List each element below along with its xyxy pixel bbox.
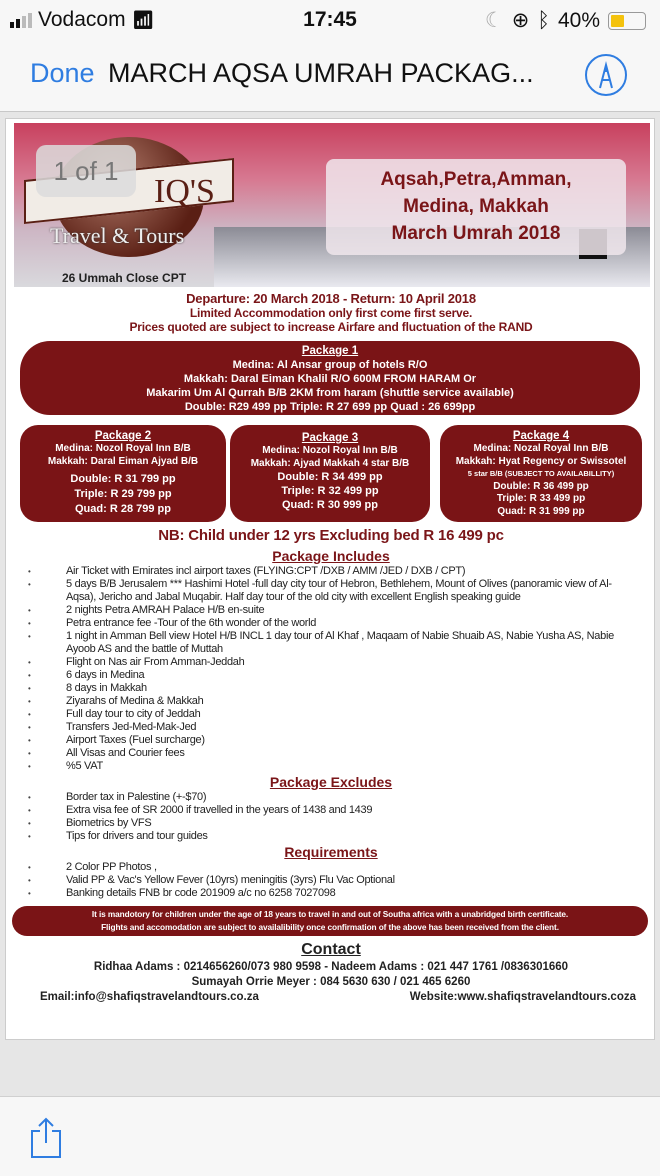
package-1: Package 1 Medina: Al Ansar group of hotels R/O Makkah: Daral Eiman Khalil R/O 600M FROM HARAM Or Makarim Um Al Qurrah B/B 2KM from haram (shuttle service available) Double: R29 499 pp Triple: R 27 699 pp Quad : 26 699pp bbox=[20, 341, 640, 415]
list-item: • 8 days in Makkah bbox=[6, 682, 655, 695]
contact-website[interactable]: Website:www.shafiqstravelandtours.coza bbox=[409, 991, 636, 1003]
address: 26 Ummah Close CPT bbox=[62, 271, 187, 285]
limited-note: Limited Accommodation only first come first serve. bbox=[189, 306, 473, 320]
done-button[interactable]: Done bbox=[30, 58, 95, 88]
share-button[interactable] bbox=[28, 1117, 64, 1159]
carrier-name: Vodacom bbox=[38, 8, 126, 31]
list-item: • 6 days in Medina bbox=[6, 669, 655, 682]
contact-line-2: Sumayah Orrie Meyer : 084 5630 630 / 021 465 6260 bbox=[191, 976, 471, 988]
pdf-page bbox=[5, 118, 655, 1040]
bottom-toolbar bbox=[0, 1096, 660, 1176]
share-icon bbox=[28, 1117, 64, 1159]
details-section bbox=[6, 547, 655, 1005]
page-indicator: 1 of 1 bbox=[36, 145, 136, 197]
list-item: • Tips for drivers and tour guides bbox=[6, 830, 655, 843]
list-item: • Air Ticket with Emirates incl airport taxes (FLYING:CPT /DXB / AMM /JED / DXB / CPT) bbox=[6, 565, 655, 578]
contact-heading: Contact bbox=[301, 941, 361, 958]
rotation-lock-icon: ⊕ bbox=[511, 9, 530, 32]
package-2: Package 2 Medina: Nozol Royal Inn B/B Makkah: Daral Eiman Ajyad B/B Double: R 31 799 pp Triple: R 29 799 pp Quad: R 28 799 pp bbox=[20, 425, 226, 522]
list-item: • 1 night in Amman Bell view Hotel H/B INCL 1 day tour of Al Khaf , Maqaam of Nabie Shuaib AS, Nabie Yusha AS, Nabie Ayoob AS and the battle of Muttah bbox=[6, 630, 655, 656]
status-bar bbox=[0, 0, 660, 40]
list-item: • Ziyarahs of Medina & Makkah bbox=[6, 695, 655, 708]
list-item: • 5 days B/B Jerusalem *** Hashimi Hotel -full day city tour of Hebron, Bethlehem, Mount of Olives (panoramic view of Al- Aqsa), Jericho and Jabal Muqabir. Half day tour of the old city with excellent English speaking guide bbox=[6, 578, 655, 604]
prices-note: Prices quoted are subject to increase Airfare and fluctuation of the RAND bbox=[129, 320, 533, 334]
child-note: NB: Child under 12 yrs Excluding bed R 16 499 pc bbox=[158, 527, 504, 544]
contact-links bbox=[6, 990, 655, 1005]
list-item: • %5 VAT bbox=[6, 760, 655, 773]
list-item: • Airport Taxes (Fuel surcharge) bbox=[6, 734, 655, 747]
list-item: • 2 Color PP Photos , bbox=[6, 861, 655, 874]
package-3: Package 3 Medina: Nozol Royal Inn B/B Makkah: Ajyad Makkah 4 star B/B Double: R 34 499 pp Triple: R 32 499 pp Quad: R 30 999 pp bbox=[230, 425, 430, 522]
list-item: • Biometrics by VFS bbox=[6, 817, 655, 830]
list-item: • Valid PP & Vac's Yellow Fever (10yrs) meningitis (3yrs) Flu Vac Optional bbox=[6, 874, 655, 887]
markup-button[interactable] bbox=[585, 54, 627, 96]
document-title: MARCH AQSA UMRAH PACKAG... bbox=[108, 58, 534, 88]
markup-pen-icon bbox=[587, 56, 625, 94]
requirements-heading: Requirements bbox=[284, 844, 378, 860]
mandatory-notice: It is mandotory for children under the age of 18 years to travel in and out of Southa africa with a unabridged birth certificate. Flights and accomodation are subject to availalibility once confirmation of the above has been received from the client. bbox=[12, 906, 648, 936]
clock: 17:45 bbox=[303, 8, 357, 31]
package-4: Package 4 Medina: Nozal Royal Inn B/B Makkah: Hyat Regency or Swissotel 5 star B/B (SUBJECT TO AVAILABILLITY) Double: R 36 499 pp Triple: R 33 499 pp Quad: R 31 999 pp bbox=[440, 425, 642, 522]
trip-title: Aqsah,Petra,Amman, Medina, Makkah March Umrah 2018 bbox=[326, 159, 626, 255]
wifi-icon: 📶︎ bbox=[131, 9, 155, 30]
list-item: • Extra visa fee of SR 2000 if travelled in the years of 1438 and 1439 bbox=[6, 804, 655, 817]
logo-name: IQ'S bbox=[154, 173, 215, 210]
excludes-list bbox=[6, 791, 655, 843]
contact-email[interactable]: Email:info@shafiqstravelandtours.co.za bbox=[40, 991, 259, 1003]
includes-list bbox=[6, 565, 655, 773]
navigation-bar bbox=[0, 40, 660, 112]
list-item: • Full day tour to city of Jeddah bbox=[6, 708, 655, 721]
list-item: • Petra entrance fee -Tour of the 6th wonder of the world bbox=[6, 617, 655, 630]
excludes-heading: Package Excludes bbox=[269, 774, 393, 790]
list-item: • Flight on Nas air From Amman-Jeddah bbox=[6, 656, 655, 669]
list-item: • 2 nights Petra AMRAH Palace H/B en-suite bbox=[6, 604, 655, 617]
battery-icon bbox=[608, 12, 646, 30]
bluetooth-icon: ᛒ bbox=[537, 8, 550, 32]
includes-heading: Package Includes bbox=[272, 548, 390, 564]
list-item: • Border tax in Palestine (+-$70) bbox=[6, 791, 655, 804]
list-item: • All Visas and Courier fees bbox=[6, 747, 655, 760]
battery-percent: 40% bbox=[557, 8, 600, 32]
list-item: • Banking details FNB br code 201909 a/c no 6258 7027098 bbox=[6, 887, 655, 900]
moon-icon: ☾ bbox=[484, 9, 504, 32]
requirements-list bbox=[6, 861, 655, 900]
list-item: • Transfers Jed-Med-Mak-Jed bbox=[6, 721, 655, 734]
contact-line-1: Ridhaa Adams : 0214656260/073 980 9598 - Nadeem Adams : 021 447 1761 /0836301660 bbox=[93, 961, 569, 973]
travel-dates: Departure: 20 March 2018 - Return: 10 April 2018 bbox=[186, 291, 476, 306]
logo-tagline: Travel & Tours bbox=[50, 223, 185, 248]
